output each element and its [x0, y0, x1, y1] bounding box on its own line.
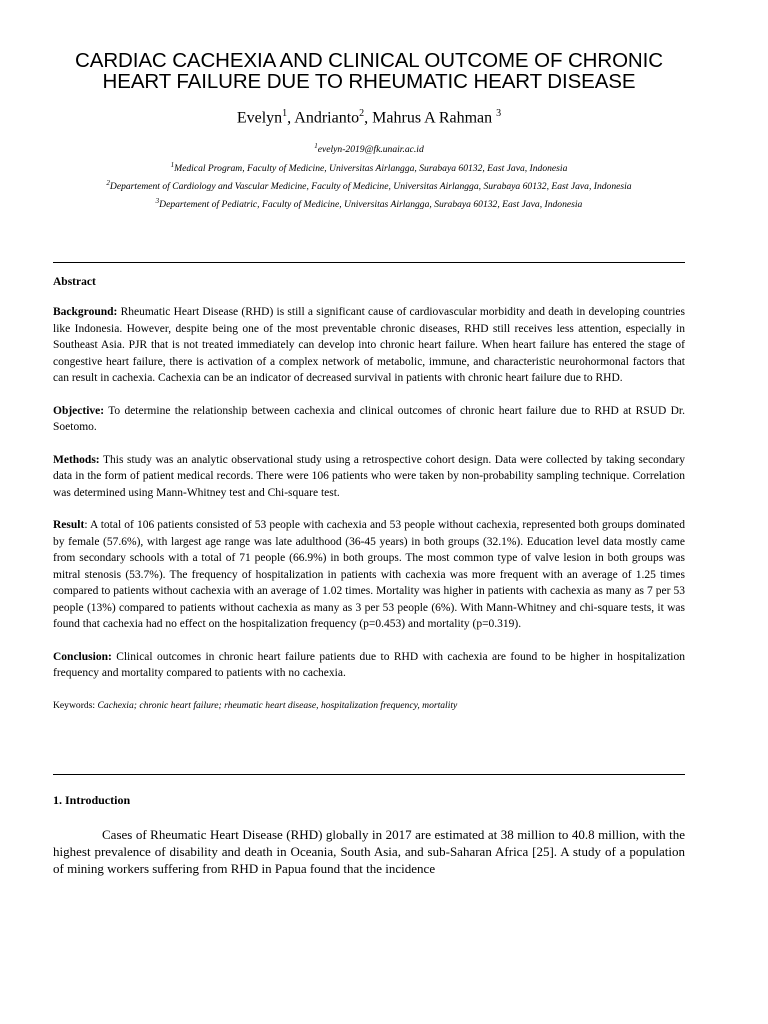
- result-label: Result: [53, 519, 85, 531]
- affiliation-sup: 2: [106, 178, 110, 187]
- paper-title: CARDIAC CACHEXIA AND CLINICAL OUTCOME OF CHRONIC HEART FAILURE DUE TO RHEUMATIC HEART DISEASE: [75, 49, 663, 93]
- affiliation-text: Departement of Pediatric, Faculty of Medicine, Universitas Airlangga, Surabaya 60132, East Java, Indonesia: [159, 199, 583, 211]
- affiliation-block: [53, 139, 685, 212]
- introduction-paragraph: Cases of Rheumatic Heart Disease (RHD) globally in 2017 are estimated at 38 million to 40.8 million, with the highest prevalence of disability and death in Oceania, South Asia, and sub-Saharan Africa [25]. A study of a population of mining workers suffering from RHD in Papua found that the incidence: [53, 827, 685, 876]
- divider-bottom: [53, 774, 685, 775]
- affiliation-line: [53, 194, 685, 212]
- background-label: Background:: [53, 306, 118, 318]
- author-name: Mahrus A Rahman: [372, 109, 493, 127]
- divider-top: [53, 262, 685, 263]
- conclusion-text: Clinical outcomes in chronic heart failure patients due to RHD with cachexia are found to be higher in hospitalization frequency and mortality compared to patients with no cachexia.: [53, 650, 685, 679]
- abstract-heading: Abstract: [53, 276, 96, 288]
- conclusion-label: Conclusion:: [53, 650, 112, 663]
- abstract-conclusion: [53, 649, 685, 682]
- author-sup: 2: [359, 108, 365, 119]
- author-list: Evelyn$^1$, Andrianto$^2$, Mahrus A Rahman $^3$: [236, 108, 502, 127]
- abstract-objective: [53, 403, 685, 436]
- paper-header: [53, 0, 685, 212]
- email-line: [53, 139, 685, 157]
- section-heading-introduction: 1. Introduction: [53, 793, 131, 807]
- author-sup: 3: [496, 108, 502, 119]
- author-sup: 1: [282, 108, 288, 119]
- affiliation-sup: 1: [170, 160, 175, 169]
- affiliation-line: [53, 176, 685, 194]
- keywords-line: [53, 698, 685, 715]
- abstract-background: [53, 304, 685, 387]
- methods-text: This study was an analytic observational study using a retrospective cohort design. Data were collected by taking secondary data in the form of patient medical records. There were 106 patients who were taken by non-probability sampling technique. Correlation was determined using Mann-Whitney test and Chi-square test.: [53, 453, 685, 499]
- objective-label: Objective:: [53, 404, 105, 417]
- affiliation-line: [53, 158, 685, 176]
- author-name: Andrianto: [294, 109, 360, 127]
- abstract-result: [53, 517, 685, 633]
- email-sup: 1: [314, 142, 318, 151]
- abstract-methods: [53, 452, 685, 502]
- keywords-label: Keywords:: [53, 699, 96, 711]
- affiliation-sup: 3: [155, 196, 160, 205]
- result-text: : A total of 106 patients consisted of 53 people with cachexia and 53 people without cachexia, represented both groups dominated by female (57.6%), with largest age range was late adulthood (36-45 years) in both groups (32.1%). Education level data mostly came from secondary schools with a total of 71 people (66.9%) in both groups. The most common type of valve lesion in both groups was mitral stenosis (53.7%). The frequency of hospitalization in patients with cachexia was more frequent with an average of 1.25 times compared to patients without cachexia with an average of 1.02 times. Mortality was higher in patients with cachexia as many as 7 per 53 people (13%) compared to patients without cachexia as many as 3 per 53 people (6%). With Mann-Whitney and chi-square tests, it was found that cachexia had no effect on the hospitalization frequency (p=0.453) and mortality (p=0.319).: [53, 519, 685, 630]
- keywords-text: Cachexia; chronic heart failure; rheumatic heart disease, hospitalization frequency, mortality: [97, 699, 458, 711]
- email-text: evelyn-2019@fk.unair.ac.id: [317, 144, 424, 156]
- objective-text: To determine the relationship between cachexia and clinical outcomes of chronic heart failure due to RHD at RSUD Dr. Soetomo.: [53, 404, 686, 433]
- affiliation-text: Medical Program, Faculty of Medicine, Universitas Airlangga, Surabaya 60132, East Java, Indonesia: [174, 162, 568, 174]
- methods-label: Methods:: [53, 453, 100, 466]
- affiliation-text: Departement of Cardiology and Vascular Medicine, Faculty of Medicine, Universitas Airlangga, Surabaya 60132, East Java, Indonesia: [109, 180, 632, 192]
- abstract-body: [53, 304, 685, 730]
- background-text: Rheumatic Heart Disease (RHD) is still a significant cause of cardiovascular morbidity and death in developing countries like Indonesia. However, despite being one of the most preventable chronic diseases, RHD still receives less attention, especially in Southeast Asia. PJR that is not treated immediately can develop into chronic heart failure. When heart failure has entered the stage of congestive heart failure, there is activation of a complex network of metabolic, immune, and characteristic neurohormonal factors that can result in cachexia. Cachexia can be an indicator of decreased survival in patients with chronic heart failure due to RHD.: [53, 306, 685, 384]
- author-name: Evelyn: [236, 109, 283, 127]
